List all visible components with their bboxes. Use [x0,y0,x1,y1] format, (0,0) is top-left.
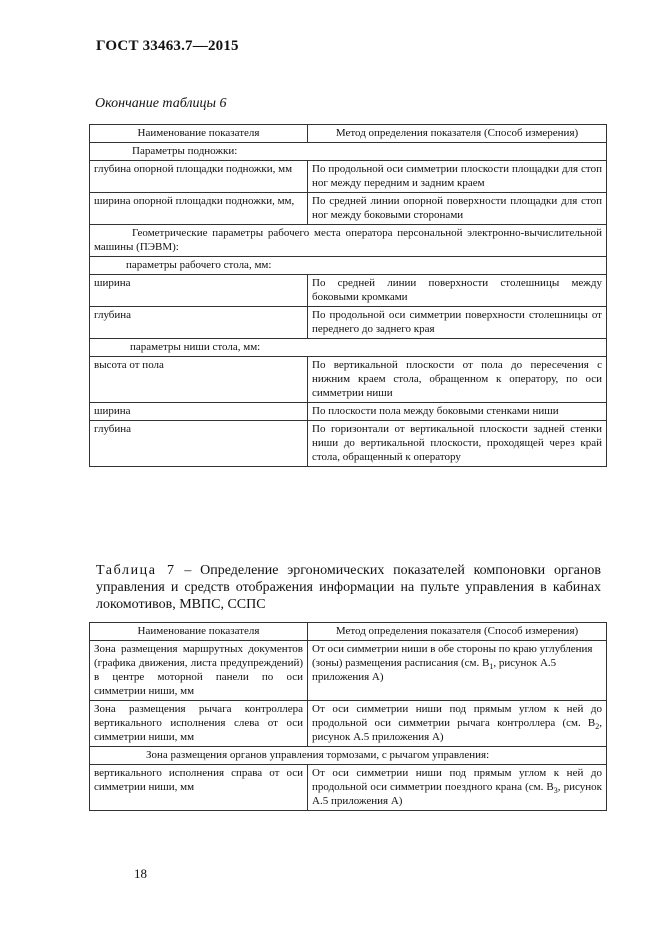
col-header-name: Наименование показателя [90,623,308,641]
measurement-method: По продольной оси симметрии плоскости площадки для стоп ног между передним и задним краем [308,161,607,193]
section-row [90,747,607,765]
section-row [90,143,607,161]
method-subscript: 2 [595,722,600,732]
measurement-method: По продольной оси симметрии поверхности столешницы от переднего до заднего края [308,307,607,339]
subsection-label: параметры рабочего стола, мм: [90,257,607,275]
method-subscript: 1 [489,662,494,672]
indicator-name: высота от пола [90,357,308,403]
col-header-method: Метод определения показателя (Способ измерения) [308,623,607,641]
table7-title [96,562,601,613]
table-header-row [90,125,607,143]
table-row [90,765,607,811]
table-6 [89,124,607,467]
subsection-row [90,339,607,357]
table-row [90,357,607,403]
col-header-method: Метод определения показателя (Способ измерения) [308,125,607,143]
table-row [90,421,607,467]
indicator-name: Зона размещения рычага контроллера вертикального исполнения слева от оси симметрии ниши, мм [90,701,308,747]
table-row [90,403,607,421]
measurement-method: По средней линии опорной поверхности площадки для стоп ног между боковыми сторонами [308,193,607,225]
table-row [90,641,607,701]
col-header-name: Наименование показателя [90,125,308,143]
measurement-method [308,641,607,701]
method-text: От оси симметрии ниши под прямым углом к ней до продольной оси симметрии поездного крана (см. В [312,767,602,793]
table-row [90,701,607,747]
indicator-name: глубина опорной площадки подножки, мм [90,161,308,193]
table-row [90,161,607,193]
indicator-name: ширина [90,403,308,421]
table-header-row [90,623,607,641]
section-label: Зона размещения органов управления тормозами, с рычагом управления: [90,747,607,765]
subsection-label: параметры ниши стола, мм: [90,339,607,357]
indicator-name: глубина [90,421,308,467]
indicator-name: ширина опорной площадки подножки, мм, [90,193,308,225]
method-text: От оси симметрии ниши под прямым углом к ней до продольной оси симметрии рычага контроллера (см. В [312,703,602,729]
method-text: От оси симметрии ниши в обе стороны по краю углубления (зоны) размещения расписания (см. В [312,643,593,669]
measurement-method [308,701,607,747]
measurement-method: По вертикальной плоскости от пола до пересечения с нижним краем стола, обращенном к оператору, по оси симметрии ниши [308,357,607,403]
measurement-method: По плоскости пола между боковыми стенками ниши [308,403,607,421]
table-7 [89,622,607,811]
table-row [90,275,607,307]
indicator-name: глубина [90,307,308,339]
table7-title-label: Таблица 7 [96,563,176,578]
method-subscript: 3 [553,786,558,796]
indicator-name: вертикального исполнения справа от оси симметрии ниши, мм [90,765,308,811]
method-text-end: , рисунок А.5 приложения А) [312,781,602,807]
method-text-end: , рисунок А.5 приложения А) [312,657,557,683]
indicator-name: Зона размещения маршрутных документов (графика движения, листа предупреждений) в центре моторной панели по оси симметрии ниши, мм [90,641,308,701]
table-row [90,307,607,339]
table-row [90,193,607,225]
method-text-end: , рисунок А.5 приложения А) [312,717,602,743]
section-row [90,225,607,257]
section-label: Параметры подножки: [90,143,607,161]
measurement-method: По горизонтали от вертикальной плоскости задней стенки ниши до вертикальной плоскости, проходящей через край стола, обращенный к оператору [308,421,607,467]
table7-title-text: – Определение эргономических показателей компоновки органов управления и средств отображения информации на пульте управления в кабинах локомотивов, МВПС, ССПС [96,563,602,612]
measurement-method: По средней линии поверхности столешницы между боковыми кромками [308,275,607,307]
standard-header: ГОСТ 33463.7—2015 [96,38,239,54]
table6-continuation-title: Окончание таблицы 6 [95,96,227,111]
indicator-name: ширина [90,275,308,307]
subsection-row [90,257,607,275]
section-label: Геометрические параметры рабочего места оператора персональной электронно-вычислительной машины (ПЭВМ): [90,225,607,257]
page-number: 18 [134,866,147,881]
measurement-method [308,765,607,811]
